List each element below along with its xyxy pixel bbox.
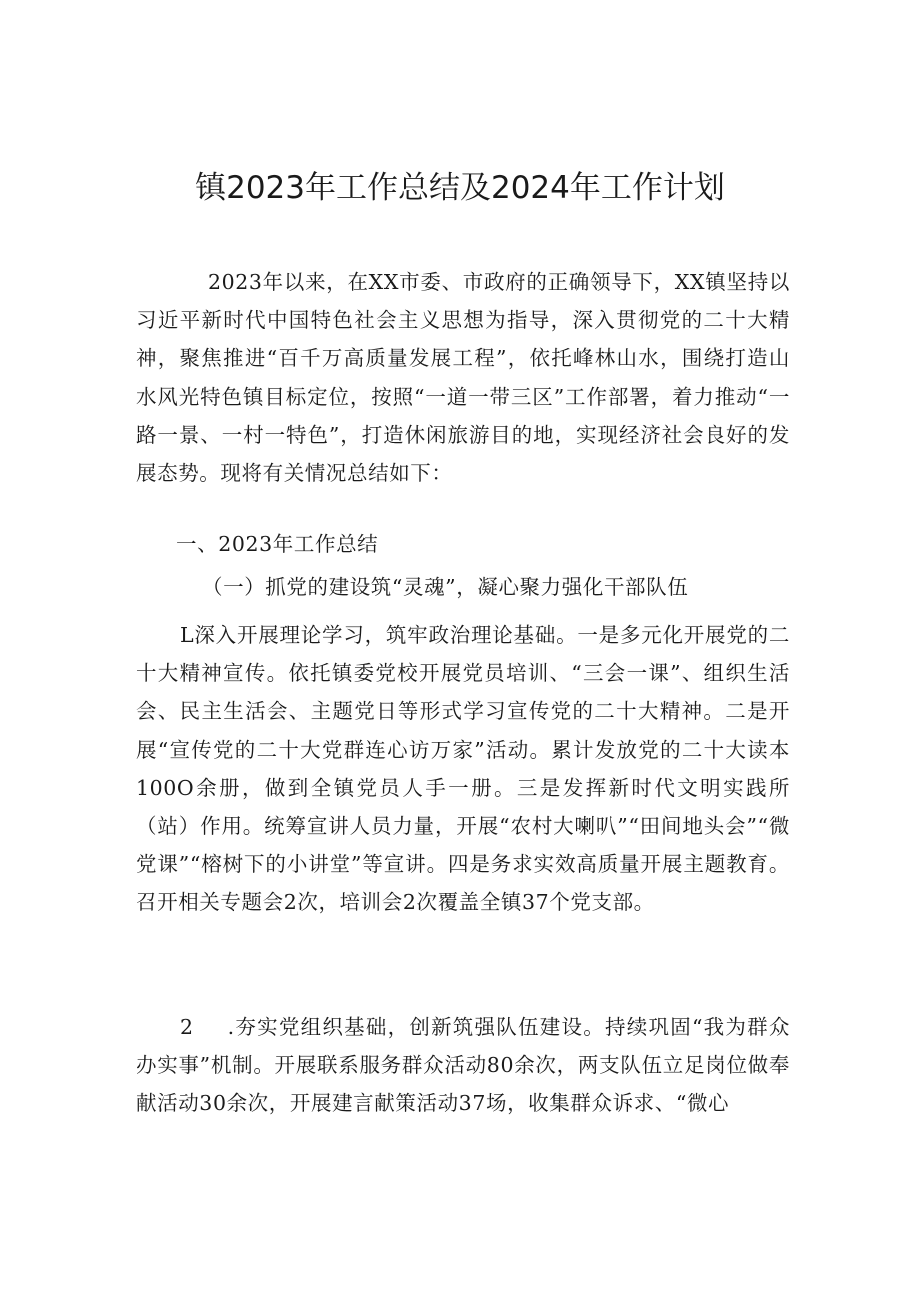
intro-paragraph: 2023年以来，在XX市委、市政府的正确领导下，XX镇坚持以习近平新时代中国特色社会主义思想为指导，深入贯彻党的二十大精神，聚焦推进“百千万高质量发展工程”，依托峰林山水，围绕打造山水风光特色镇目标定位，按照“一道一带三区”工作部署，着力推动“一路一景、一村一特色”，打造休闲旅游目的地，实现经济社会良好的发展态势。现将有关情况总结如下： xyxy=(136,270,790,486)
item-1-paragraph: L深入开展理论学习，筑牢政治理论基础。一是多元化开展党的二十大精神宣传。依托镇委党校开展党员培训、“三会一课”、组织生活会、民主生活会、主题党日等形式学习宣传党的二十大精神。二是开展“宣传党的二十大党群连心访万家”活动。累计发放党的二十大读本100O余册，做到全镇党员人手一册。三是发挥新时代文明实践所（站）作用。统筹宣讲人员力量，开展“农村大喇叭”“田间地头会”“微党课”“榕树下的小讲堂”等宣讲。四是务求实效高质量开展主题教育。召开相关专题会2次，培训会2次覆盖全镇37个党支部。 xyxy=(136,623,790,915)
document-title: 镇2023年工作总结及2024年工作计划 xyxy=(195,170,725,206)
item-2-text: .夯实党组织基础，创新筑强队伍建设。持续巩固“我为群众办实事”机制。开展联系服务群众活动80余次，两支队伍立足岗位做奉献活动30余次，开展建言献策活动37场，收集群众诉求、“微心 xyxy=(136,1015,790,1116)
subsection-heading: （一）抓党的建设筑“灵魂”，凝心聚力强化干部队伍 xyxy=(202,575,689,599)
item-2-number: 2 xyxy=(180,1015,194,1039)
item-2-paragraph xyxy=(136,1008,790,1123)
section-heading: 一、2023年工作总结 xyxy=(176,532,379,556)
